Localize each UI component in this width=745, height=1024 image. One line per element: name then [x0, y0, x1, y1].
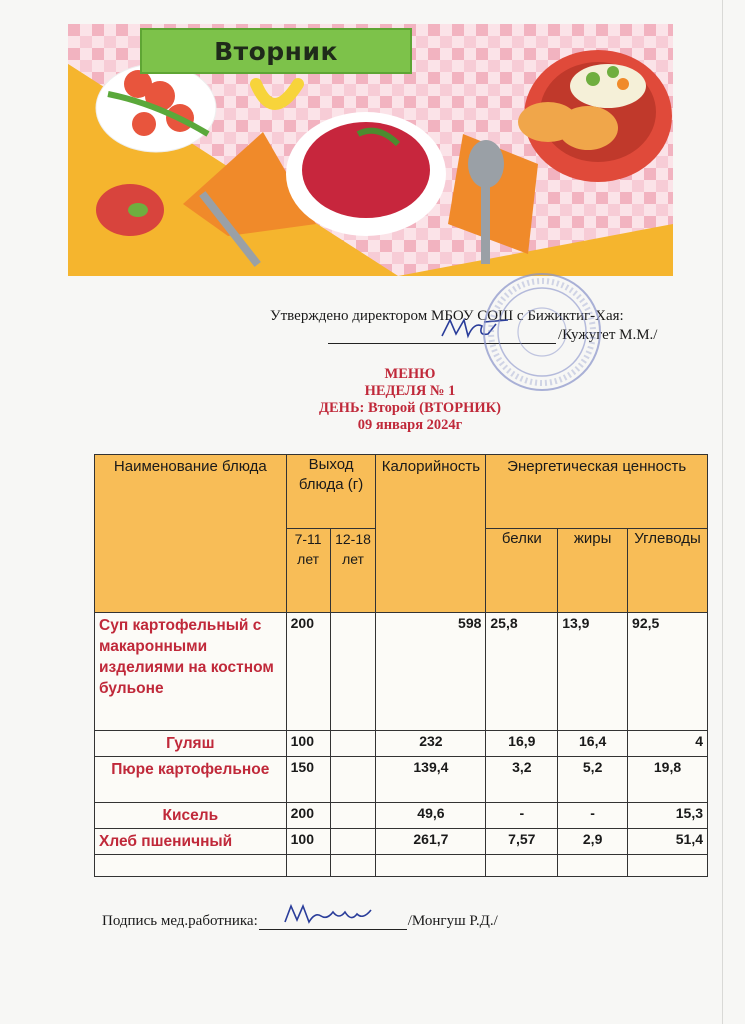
- fat: 13,9: [558, 613, 628, 731]
- output-old: [330, 803, 376, 829]
- header-protein: белки: [486, 529, 558, 613]
- dish-name: Гуляш: [95, 731, 287, 757]
- medical-signature: [259, 912, 407, 930]
- output-young: 200: [286, 613, 330, 731]
- dish-name: [95, 855, 287, 877]
- output-old: [330, 855, 376, 877]
- protein: 16,9: [486, 731, 558, 757]
- day-badge: [140, 28, 412, 74]
- dish-name: Кисель: [95, 803, 287, 829]
- output-young: [286, 855, 330, 877]
- dish-name: Хлеб пшеничный: [95, 829, 287, 855]
- calories: 49,6: [376, 803, 486, 829]
- protein: 7,57: [486, 829, 558, 855]
- output-old: [330, 757, 376, 803]
- header-carbs: Углеводы: [628, 529, 708, 613]
- calories: [376, 855, 486, 877]
- output-young: 200: [286, 803, 330, 829]
- protein: 25,8: [486, 613, 558, 731]
- menu-table: [94, 454, 708, 877]
- table-row: [95, 757, 708, 803]
- calories: 139,4: [376, 757, 486, 803]
- output-young: 100: [286, 829, 330, 855]
- page-edge: [722, 0, 723, 1024]
- medical-signature-line: [102, 912, 498, 930]
- table-row-empty: [95, 855, 708, 877]
- protein: 3,2: [486, 757, 558, 803]
- director-name: /Кужугет М.М./: [558, 327, 658, 343]
- carbs: [628, 855, 708, 877]
- table-row: [95, 829, 708, 855]
- carbs: 4: [628, 731, 708, 757]
- medical-signature-label: Подпись мед.работника:: [102, 913, 258, 929]
- carbs: 15,3: [628, 803, 708, 829]
- output-young: 100: [286, 731, 330, 757]
- header-output: Выход блюда (г): [286, 455, 376, 529]
- week-label: НЕДЕЛЯ № 1: [364, 383, 456, 399]
- header-name: Наименование блюда: [95, 455, 287, 613]
- output-old: [330, 613, 376, 731]
- header-fat: жиры: [558, 529, 628, 613]
- carbs: 92,5: [628, 613, 708, 731]
- dish-name: Пюре картофельное: [95, 757, 287, 803]
- header-calories: Калорийность: [376, 455, 486, 613]
- carbs: 51,4: [628, 829, 708, 855]
- menu-title: МЕНЮ: [384, 366, 436, 382]
- fat: [558, 855, 628, 877]
- protein: -: [486, 803, 558, 829]
- handwritten-signature-icon: [281, 898, 381, 928]
- fat: 2,9: [558, 829, 628, 855]
- header-banner: [68, 24, 673, 276]
- menu-heading: [240, 366, 580, 434]
- approval-line: Утверждено директором МБОУ СОШ с Бижиктиг-Хая:: [270, 308, 624, 324]
- protein: [486, 855, 558, 877]
- fat: 5,2: [558, 757, 628, 803]
- table-row: [95, 613, 708, 731]
- output-old: [330, 731, 376, 757]
- output-young: 150: [286, 757, 330, 803]
- carbs: 19,8: [628, 757, 708, 803]
- table-row: [95, 731, 708, 757]
- fat: -: [558, 803, 628, 829]
- day-label: Вторник: [214, 36, 338, 66]
- calories: 232: [376, 731, 486, 757]
- day-info: ДЕНЬ: Второй (ВТОРНИК): [319, 400, 501, 416]
- header-age-12-18: 12-18 лет: [330, 529, 376, 613]
- header-age-7-11: 7-11 лет: [286, 529, 330, 613]
- output-old: [330, 829, 376, 855]
- table-row: [95, 803, 708, 829]
- dish-name: Суп картофельный с макаронными изделиями на костном бульоне: [95, 613, 287, 731]
- fat: 16,4: [558, 731, 628, 757]
- calories: 261,7: [376, 829, 486, 855]
- calories: 598: [376, 613, 486, 731]
- medical-worker-name: /Монгуш Р.Д./: [407, 913, 498, 929]
- menu-date: 09 января 2024г: [357, 417, 463, 433]
- header-energy: Энергетическая ценность: [486, 455, 708, 529]
